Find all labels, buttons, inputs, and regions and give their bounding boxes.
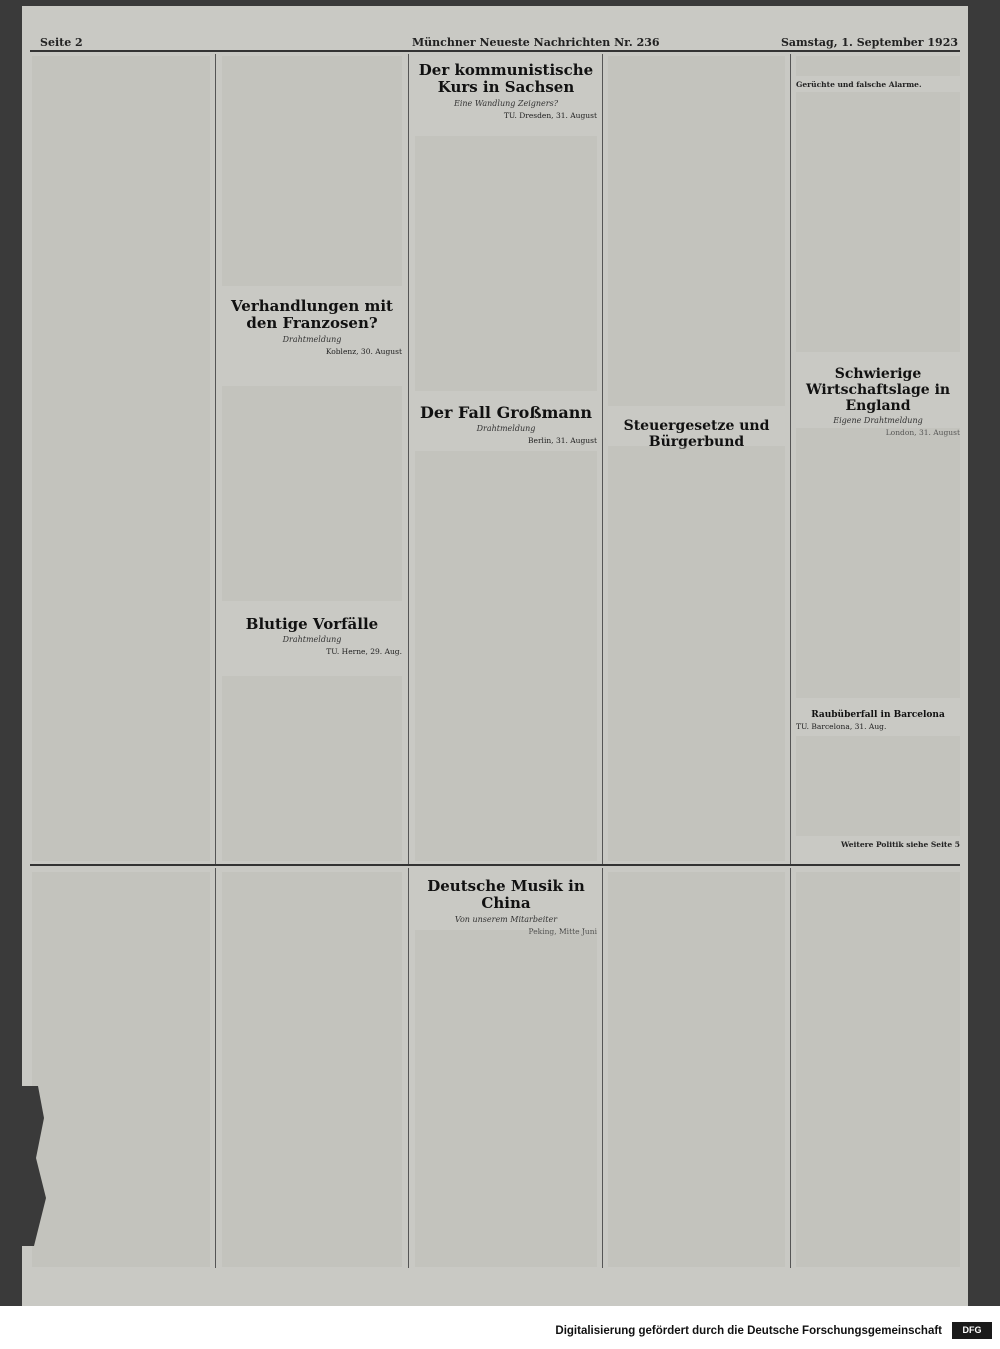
article-china	[415, 874, 597, 938]
footer-credit: Digitalisierung gefördert durch die Deutsche Forschungsgemeinschaft	[555, 1325, 942, 1337]
dateline-grossmann: Berlin, 31. August	[528, 436, 597, 446]
lower-column-3	[415, 872, 597, 1267]
subtitle-franzosen: Drahtmeldung	[282, 334, 342, 344]
column-1	[32, 56, 210, 861]
column-divider	[790, 868, 791, 1268]
subtitle-china: Von unserem Mitarbeiter	[454, 914, 558, 924]
headline-barcelona: Raubüberfall in Barcelona	[811, 710, 945, 720]
headline-england: Schwierige Wirtschaftslage in England	[805, 366, 951, 415]
column-2	[222, 56, 402, 861]
subtitle-grossmann: Drahtmeldung	[476, 424, 536, 434]
column-3	[415, 56, 597, 861]
section-rule	[30, 864, 960, 866]
issue-date: Samstag, 1. September 1923	[780, 36, 958, 49]
headline-blutige: Blutige Vorfälle	[245, 615, 379, 633]
column-divider	[408, 54, 409, 864]
page-number: Seite 2	[40, 36, 83, 49]
heading-gerucht: Gerüchte und falsche Alarme.	[796, 80, 922, 89]
lower-column-1	[32, 872, 210, 1267]
column-divider	[408, 868, 409, 1268]
continued-note: Weitere Politik siehe Seite 5	[840, 840, 960, 849]
subtitle-england: Eigene Drahtmeldung	[833, 416, 923, 426]
article-kommunistisch	[415, 58, 597, 122]
column-divider	[215, 868, 216, 1268]
article-barcelona	[796, 706, 960, 733]
digitization-footer	[0, 1306, 1000, 1349]
headline-grossmann: Der Fall Großmann	[419, 403, 593, 422]
column-4	[608, 56, 785, 861]
column-divider	[602, 868, 603, 1268]
subtitle-kommunistisch: Eine Wandlung Zeigners?	[453, 98, 558, 108]
dateline-franzosen: Koblenz, 30. August	[325, 346, 402, 356]
newspaper-title: Münchner Neueste Nachrichten Nr. 236	[412, 36, 660, 49]
dfg-logo: DFG	[952, 1322, 992, 1339]
dateline-barcelona: TU. Barcelona, 31. Aug.	[796, 722, 887, 732]
lower-column-2	[222, 872, 402, 1267]
headline-china: Deutsche Musik in China	[427, 877, 585, 913]
article-blutige	[222, 612, 402, 658]
dateline-england: London, 31. August	[885, 428, 960, 438]
column-divider	[790, 54, 791, 864]
dateline-china: Peking, Mitte Juni	[528, 926, 597, 936]
column-5	[796, 56, 960, 861]
newspaper-page	[22, 6, 968, 1306]
header-rule	[30, 50, 960, 52]
article-franzosen	[222, 294, 402, 358]
dateline-blutige: TU. Herne, 29. Aug.	[326, 647, 402, 657]
lower-column-4	[608, 872, 785, 1267]
subtitle-blutige: Drahtmeldung	[282, 635, 342, 645]
headline-franzosen: Verhandlungen mit den Franzosen?	[231, 297, 393, 333]
column-divider	[602, 54, 603, 864]
lower-column-5	[796, 872, 960, 1267]
dateline-kommunistisch: TU. Dresden, 31. August	[503, 110, 597, 120]
column-divider	[215, 54, 216, 864]
headline-kommunistisch: Der kommunistische Kurs in Sachsen	[418, 61, 594, 97]
headline-steuergesetze: Steuergesetze und Bürgerbund	[623, 418, 770, 451]
article-grossmann	[415, 400, 597, 447]
